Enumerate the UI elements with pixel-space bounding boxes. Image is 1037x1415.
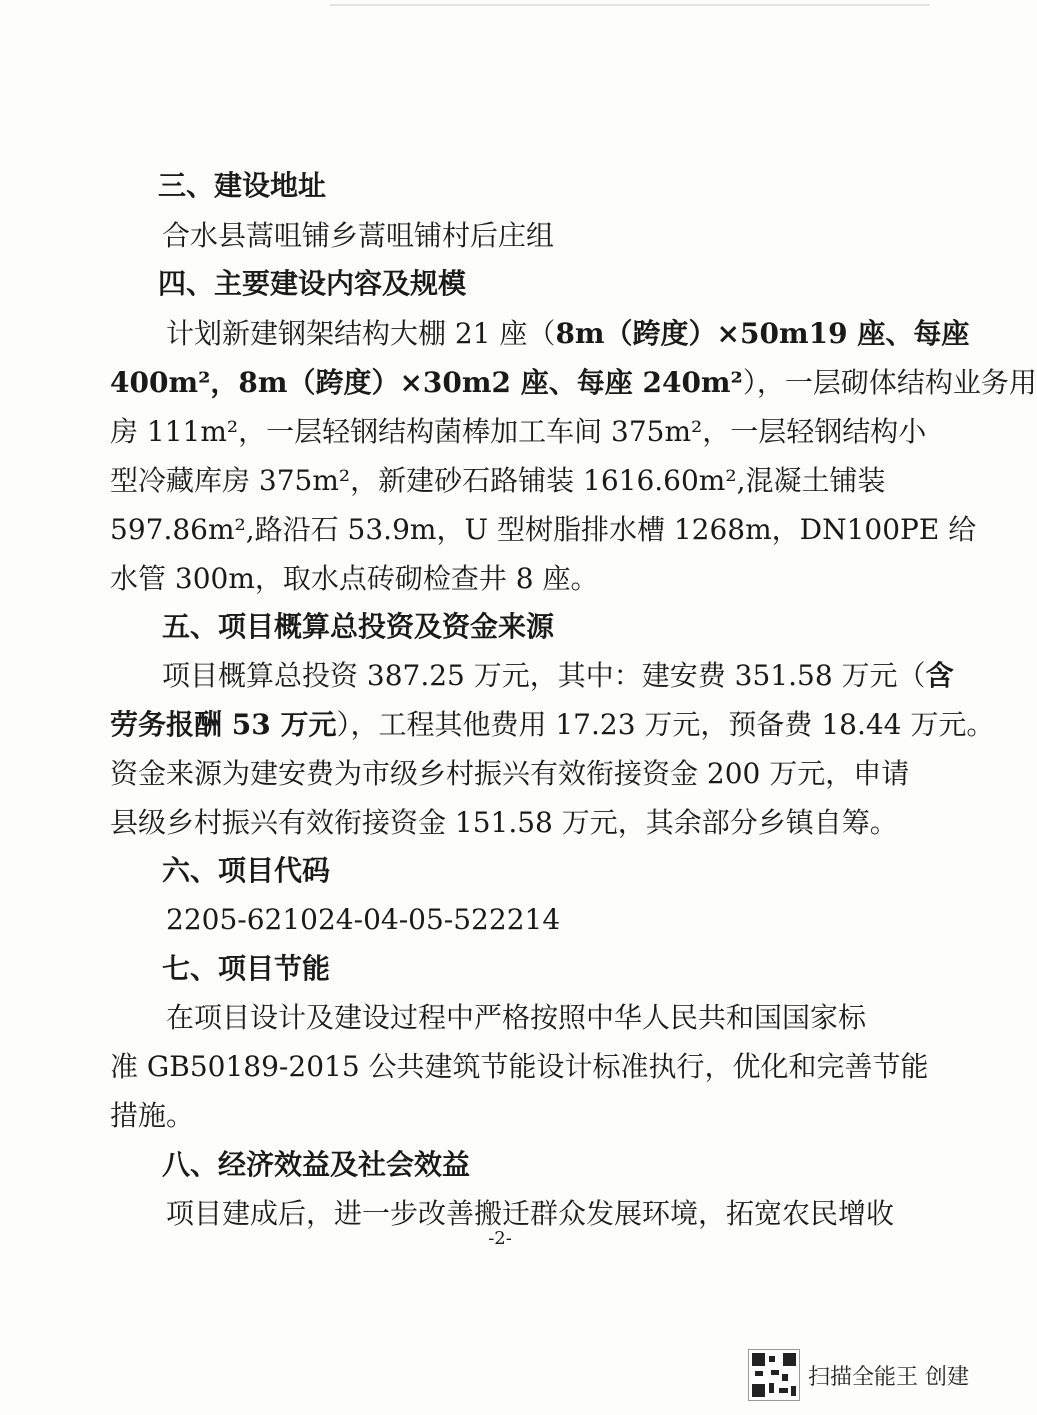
section-5-line-1 (162, 656, 954, 696)
section-5-line-1-bold: 含 (925, 659, 954, 692)
section-3-heading: 三、建设地址 (158, 169, 327, 202)
scan-edge-line (330, 4, 930, 6)
section-7-line-3: 措施。 (110, 1099, 195, 1132)
project-code: 2205-621024-04-05-522214 (166, 903, 561, 936)
section-3-text: 合水县蒿咀铺乡蒿咀铺村后庄组 (162, 219, 555, 252)
section-8-line-1: 项目建成后，进一步改善搬迁群众发展环境，拓宽农民增收 (166, 1197, 895, 1230)
section-4-line-2-bold: 400m²，8m（跨度）×30m2 座、每座 240m² (110, 366, 743, 399)
section-5-line-1-text: 项目概算总投资 387.25 万元，其中：建安费 351.58 万元（ (162, 659, 926, 692)
section-7-line-2: 准 GB50189-2015 公共建筑节能设计标准执行，优化和完善节能 (110, 1050, 929, 1083)
page-number: -2- (488, 1228, 512, 1249)
section-6-heading: 六、项目代码 (162, 854, 331, 887)
section-4-line-1-bold: 8m（跨度）×50m19 座、每座 (555, 317, 970, 350)
section-4-line-1-text: 计划新建钢架结构大棚 21 座（ (166, 317, 556, 350)
scanner-watermark (748, 1345, 969, 1405)
section-4-line-6: 水管 300m，取水点砖砌检查井 8 座。 (110, 562, 599, 595)
section-4-line-4: 型冷藏库房 375m²，新建砂石路铺装 1616.60m²,混凝土铺装 (110, 464, 886, 497)
section-4-heading: 四、主要建设内容及规模 (158, 267, 467, 300)
section-5-line-4: 县级乡村振兴有效衔接资金 151.58 万元，其余部分乡镇自筹。 (110, 806, 898, 839)
section-5-line-2-text: ），工程其他费用 17.23 万元，预备费 18.44 万元。 (336, 708, 995, 741)
section-4-line-3: 房 111m²，一层轻钢结构菌棒加工车间 375m²，一层轻钢结构小 (110, 415, 927, 448)
qr-code-icon (748, 1349, 800, 1401)
section-4-line-2 (110, 363, 1037, 403)
watermark-text: 扫描全能王 创建 (808, 1364, 969, 1390)
section-5-line-2 (110, 705, 995, 745)
section-4-line-1 (166, 314, 970, 354)
section-7-heading: 七、项目节能 (162, 952, 331, 985)
section-8-heading: 八、经济效益及社会效益 (162, 1148, 471, 1181)
section-7-line-1: 在项目设计及建设过程中严格按照中华人民共和国国家标 (166, 1001, 867, 1034)
section-5-line-3: 资金来源为建安费为市级乡村振兴有效衔接资金 200 万元，申请 (110, 757, 910, 790)
section-4-line-2-text: ），一层砌体结构业务用 (742, 366, 1037, 399)
section-5-line-2-bold: 劳务报酬 53 万元 (110, 708, 337, 741)
section-5-heading: 五、项目概算总投资及资金来源 (162, 610, 555, 643)
section-4-line-5: 597.86m²,路沿石 53.9m，U 型树脂排水槽 1268m，DN100PE 给 (110, 513, 977, 546)
